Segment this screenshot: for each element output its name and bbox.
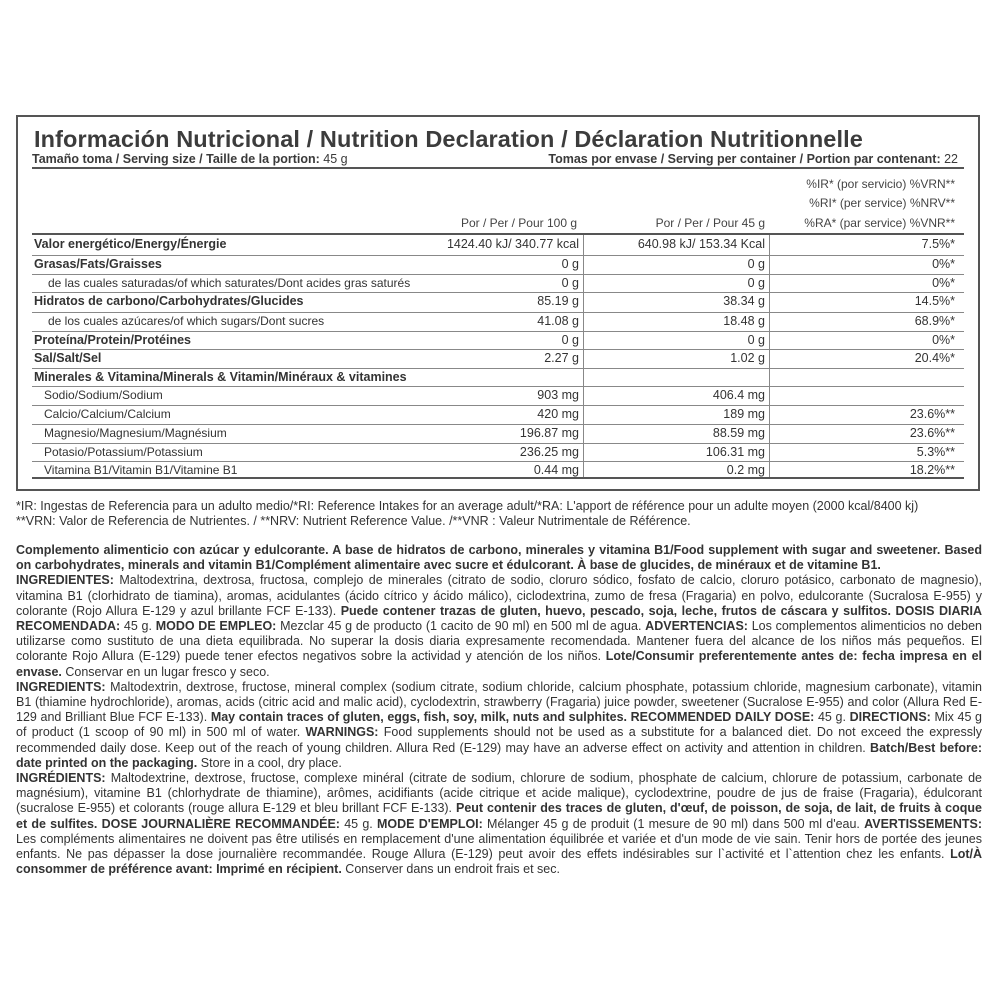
col-100g-header: Por / Per / Pour 100 g <box>460 216 577 230</box>
row-value-per-100g: 0 g <box>561 257 579 271</box>
es-warnings: Los complementos alimenticios no deben utilizarse como sustituto de una dieta equilibrada. No superar la dosis diaria expresamente recomendada. Mantener fuera del alcance de los niños más pequeños. El colorante Rojo Allura (E-129) puede tener efectos negativos sobre la actividad y atención de los niños. <box>16 619 982 664</box>
row-value-per-45g: 88.59 mg <box>712 426 765 440</box>
row-value-per-45g: 1.02 g <box>730 351 765 365</box>
fr-mode-label: MODE D'EMPLOI: <box>377 816 483 831</box>
header-divider <box>32 167 964 169</box>
row-label: Calcio/Calcium/Calcium <box>44 407 171 421</box>
en-allergens: May contain traces of gluten, eggs, fish, soy, milk, nuts and sulphites. RECOMMENDED DAILY DOSE: <box>210 710 815 725</box>
fr-warnings-label: AVERTISSEMENTS: <box>864 816 982 831</box>
es-warnings-label: ADVERTENCIAS: <box>645 619 748 634</box>
es-ingredients: Maltodextrina, dextrosa, fructosa, complejo de minerales (citrato de sodio, cloruro sódico, fosfato de calcio, cloruro potásico, carbonato de magnesio), vitamina B1 (clorhidrato de tiamina), aromas, acidulantes (ácido cítrico y ácido málico), ciclodextrina, zumo de fresa (Fragaria) en polvo, edulcorante (Sucralosa E-955) y colorante (Rojo Allura E-129 y azul brillante FCF E-133). <box>16 573 982 618</box>
row-label: de las cuales saturadas/of which saturates/Dont acides gras saturés <box>48 276 411 290</box>
es-ingredients-label: INGREDIENTES: <box>16 573 114 588</box>
footnote-reference-intakes: *IR: Ingestas de Referencia para un adulto medio/*RI: Reference Intakes for an average adult/*RA: L'apport de référence pour un adulte moyen (2000 kcal/8400 kj) <box>16 499 919 513</box>
row-value-per-45g: 0 g <box>747 333 765 347</box>
es-dose: 45 g. <box>120 619 156 634</box>
row-label: Hidratos de carbono/Carbohydrates/Glucides <box>34 294 304 308</box>
row-value-per-45g: 406.4 mg <box>712 388 765 402</box>
row-percent-reference: 68.9%* <box>914 314 955 328</box>
row-value-per-100g: 903 mg <box>537 388 579 402</box>
es-storage: Conservar en un lugar fresco y seco. <box>61 664 270 679</box>
row-value-per-100g: 420 mg <box>537 407 579 421</box>
row-value-per-45g: 106.31 mg <box>705 445 765 459</box>
es-mode: Mezclar 45 g de producto (1 cacito de 90 ml) en 500 ml de agua. <box>276 619 646 634</box>
servings-per-container-label: Tomas por envase / Serving per container / Portion par contenant: <box>548 152 941 166</box>
fr-allergens: Peut contenir des traces de gluten, d'œuf, de poisson, de soja, de lait, de fruits à coque et de sulfites. DOSE JOURNALIÈRE RECOMMANDÉE: <box>16 801 982 831</box>
row-divider <box>32 368 964 369</box>
row-label: Magnesio/Magnesium/Magnésium <box>44 426 227 440</box>
row-label: Valor energético/Energy/Énergie <box>34 237 227 251</box>
row-percent-reference: 20.4%* <box>914 351 955 365</box>
row-percent-reference: 5.3%** <box>916 445 955 459</box>
row-value-per-45g: 18.48 g <box>723 314 765 328</box>
en-warnings-label: WARNINGS: <box>305 725 379 740</box>
fr-mode: Mélanger 45 g de produit (1 mesure de 90 ml) dans 500 ml d'eau. <box>482 816 865 831</box>
row-value-per-100g: 0.44 mg <box>533 463 579 477</box>
pct-header-line-3: %RA* (par service) %VNR** <box>804 216 955 230</box>
fr-lot-label: Lot/À consommer de préférence avant: Imprimé en récipient. <box>16 847 982 877</box>
table-bottom-divider <box>32 477 964 479</box>
en-directions-label: DIRECTIONS: <box>849 710 931 725</box>
row-value-per-45g: 0 g <box>747 257 765 271</box>
es-mode-label: MODO DE EMPLEO: <box>155 619 277 634</box>
row-label: Proteína/Protein/Protéines <box>34 333 191 347</box>
row-label: Minerales & Vitamina/Minerals & Vitamin/Minéraux & vitamines <box>34 370 407 384</box>
row-divider <box>32 443 964 444</box>
row-label: Potasio/Potassium/Potassium <box>44 445 203 459</box>
row-value-per-45g: 0.2 mg <box>726 463 765 477</box>
row-divider <box>32 461 964 462</box>
product-description <box>16 543 982 877</box>
fr-ingredients-label: INGRÉDIENTS: <box>16 771 106 786</box>
row-divider <box>32 312 964 313</box>
serving-size-value: 45 g <box>323 152 348 166</box>
row-divider <box>32 405 964 406</box>
row-divider <box>32 331 964 332</box>
servings-per-container <box>548 152 958 166</box>
row-value-per-100g: 236.25 mg <box>519 445 579 459</box>
en-directions: Mix 45 g of product (1 scoop of 90 ml) in 500 ml of water. <box>16 710 983 740</box>
en-warnings: Food supplements should not be used as a substitute for a balanced diet. Do not exceed the expressly recommended daily dose. Keep out of the reach of young children. Allura Red (E-129) may have an adverse effect on activity and attention in children. <box>16 725 982 755</box>
row-label: Vitamina B1/Vitamin B1/Vitamine B1 <box>44 463 238 477</box>
row-value-per-100g: 1424.40 kJ/ 340.77 kcal <box>446 237 579 251</box>
footnote-nutrient-reference: **VRN: Valor de Referencia de Nutrientes. / **NRV: Nutrient Reference Value. /**VNR : Valeur Nutrimentale de Référence. <box>16 514 691 528</box>
row-label: Sodio/Sodium/Sodium <box>44 388 163 402</box>
en-dose: 45 g. <box>814 710 850 725</box>
serving-size-label: Tamaño toma / Serving size / Taille de la portion: <box>32 152 320 166</box>
row-label: Grasas/Fats/Graisses <box>34 257 162 271</box>
row-percent-reference: 7.5%* <box>921 237 955 251</box>
row-value-per-100g: 2.27 g <box>544 351 579 365</box>
es-allergens: Puede contener trazas de gluten, huevo, pescado, soja, leche, frutos de cáscara y sulfitos. <box>340 603 892 618</box>
row-label: de los cuales azúcares/of which sugars/Dont sucres <box>48 314 325 328</box>
panel-title: Información Nutricional / Nutrition Declaration / Déclaration Nutritionnelle <box>34 126 863 152</box>
row-value-per-45g: 38.34 g <box>723 294 765 308</box>
en-batch-label: Batch/Best before: date printed on the packaging. <box>16 740 982 770</box>
row-value-per-45g: 189 mg <box>723 407 765 421</box>
row-percent-reference: 18.2%** <box>909 463 955 477</box>
en-storage: Store in a cool, dry place. <box>197 755 342 770</box>
en-ingredients-label: INGREDIENTS: <box>16 679 106 694</box>
table-top-divider <box>32 233 964 235</box>
en-ingredients: Maltodextrin, dextrose, fructose, mineral complex (sodium citrate, sodium chloride, calcium phosphate, potassium chloride, magnesium carbonate), vitamin B1 (thiamine hydrochloride), aromas, acids (citric acid and malic acid), cyclodextrin, strawberry (Fragaria) juice powder, sweetener (Sucralose E-955) and color (Allura Red E-129 and Brilliant Blue FCF E-133). <box>16 679 982 725</box>
es-lot-label: Lote/Consumir preferentemente antes de: fecha impresa en el envase. <box>16 649 982 679</box>
nutrition-panel <box>16 115 980 491</box>
row-percent-reference: 23.6%** <box>909 407 955 421</box>
pct-header-line-2: %RI* (per service) %NRV** <box>809 196 955 210</box>
row-divider <box>32 386 964 387</box>
row-divider <box>32 424 964 425</box>
row-divider <box>32 274 964 275</box>
row-label: Sal/Salt/Sel <box>34 351 102 365</box>
row-value-per-100g: 85.19 g <box>537 294 579 308</box>
row-percent-reference: 14.5%* <box>914 294 955 308</box>
serving-size <box>32 152 348 166</box>
fr-warnings: Les compléments alimentaires ne doivent pas être utilisés en remplacement d'une alimentation équilibrée et variée et d'un mode de vie sain. Tenir hors de portée des jeunes enfants. Ne pas dépasser la dose journalière recommandée. Rouge Allura (E-129) peut avoir des effets indésirables sur l`activité et l`attention chez les enfants. <box>16 831 982 862</box>
col-45g-header: Por / Per / Pour 45 g <box>655 216 765 230</box>
row-percent-reference: 0%* <box>932 333 955 347</box>
row-percent-reference: 0%* <box>932 257 955 271</box>
fr-dose: 45 g. <box>339 816 377 831</box>
fr-storage: Conserver dans un endroit frais et sec. <box>341 862 560 877</box>
row-value-per-100g: 41.08 g <box>537 314 579 328</box>
servings-per-container-value: 22 <box>944 152 958 166</box>
pct-header-line-1: %IR* (por servicio) %VRN** <box>806 177 955 191</box>
row-value-per-100g: 196.87 mg <box>519 426 579 440</box>
row-divider <box>32 349 964 350</box>
es-dose-label: DOSIS DIARIA RECOMENDADA: <box>16 603 983 634</box>
row-value-per-45g: 640.98 kJ/ 153.34 Kcal <box>637 237 765 251</box>
row-divider <box>32 292 964 293</box>
row-divider <box>32 255 964 256</box>
row-value-per-100g: 0 g <box>561 333 579 347</box>
row-percent-reference: 23.6%** <box>909 426 955 440</box>
row-value-per-100g: 0 g <box>561 276 579 290</box>
row-percent-reference: 0%* <box>932 276 955 290</box>
fr-ingredients: Maltodextrine, dextrose, fructose, complexe minéral (citrate de sodium, chlorure de sodium, phosphate de calcium, chlorure de potassium, carbonate de magnésium), vitamine B1 (chlorhydrate de thiamine), arômes, acidifiants (acide citrique et acide malique), cyclodextrine, poudre de jus de fraise (Fragaria), édulcorant (sucralose E-955) et colorants (rouge allura E-129 et bleu brillant FCF E-133). <box>16 771 982 816</box>
intro-text: Complemento alimenticio con azúcar y edulcorante. A base de hidratos de carbono, minerales y vitamina B1/Food supplement with sugar and sweetener. Based on carbohydrates, minerals and vitamin B1/Complément alimentaire avec sucre et édulcorant. À base de glucides, de minéraux et de vitamine B1. <box>16 543 982 573</box>
row-value-per-45g: 0 g <box>747 276 765 290</box>
